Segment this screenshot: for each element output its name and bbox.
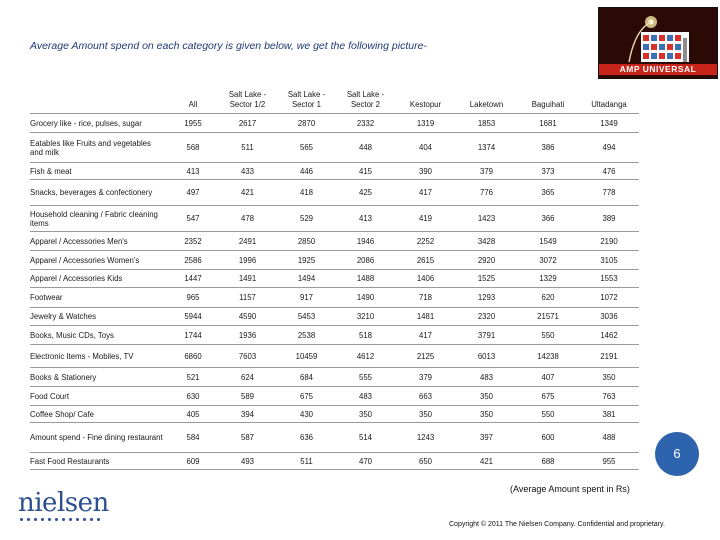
table-cell: 390 — [395, 163, 456, 180]
table-row — [30, 453, 639, 470]
table-cell: 2920 — [456, 251, 517, 270]
table-cell: 4590 — [218, 308, 277, 326]
table-cell: 418 — [277, 180, 336, 206]
column-header-label: Salt Lake - Sector 2 — [346, 90, 385, 109]
table-cell: 2332 — [336, 114, 395, 133]
row-label: Electronic Items - Mobiles, TV — [30, 345, 168, 368]
table-cell: 511 — [277, 453, 336, 470]
table-cell: 1925 — [277, 251, 336, 270]
table-cell: 394 — [218, 406, 277, 423]
column-header: Ultadanga — [591, 100, 627, 109]
table-cell: 5944 — [168, 308, 218, 326]
row-label: Household cleaning / Fabric cleaning items — [30, 206, 168, 232]
table-row — [30, 387, 639, 406]
nielsen-logo — [18, 490, 118, 521]
table-cell: 350 — [456, 387, 517, 406]
spend-table — [30, 84, 639, 470]
table-cell: 350 — [456, 406, 517, 423]
table-row — [30, 232, 639, 251]
table-cell: 421 — [218, 180, 277, 206]
table-cell: 433 — [218, 163, 277, 180]
row-label: Books, Music CDs, Toys — [30, 326, 168, 345]
table-cell: 379 — [456, 163, 517, 180]
table-cell: 1447 — [168, 270, 218, 288]
table-row — [30, 270, 639, 288]
table-cell: 386 — [517, 133, 579, 163]
table-row — [30, 133, 639, 163]
table-cell: 675 — [517, 387, 579, 406]
table-cell: 5453 — [277, 308, 336, 326]
table-cell: 584 — [168, 423, 218, 453]
table-cell: 494 — [579, 133, 639, 163]
table-cell: 555 — [336, 368, 395, 387]
nielsen-wordmark: nielsen — [18, 488, 109, 518]
table-cell: 1406 — [395, 270, 456, 288]
table-cell: 1525 — [456, 270, 517, 288]
header-corner — [30, 84, 168, 114]
table-cell: 483 — [336, 387, 395, 406]
row-label: Eatables like Fruits and vegetables and milk — [30, 133, 168, 163]
table-cell: 3210 — [336, 308, 395, 326]
table-cell: 7603 — [218, 345, 277, 368]
table-cell: 373 — [517, 163, 579, 180]
table-cell: 2538 — [277, 326, 336, 345]
row-label: Fish & meat — [30, 163, 168, 180]
table-cell: 350 — [395, 406, 456, 423]
table-cell: 763 — [579, 387, 639, 406]
copyright-text: Copyright © 2011 The Nielsen Company. Confidential and proprietary. — [449, 521, 665, 528]
nielsen-dots — [18, 518, 118, 521]
table-cell: 2190 — [579, 232, 639, 251]
table-cell: 650 — [395, 453, 456, 470]
table-row — [30, 288, 639, 308]
table-cell: 2086 — [336, 251, 395, 270]
row-label: Food Court — [30, 387, 168, 406]
table-row — [30, 180, 639, 206]
table-cell: 407 — [517, 368, 579, 387]
table-cell: 550 — [517, 406, 579, 423]
table-row — [30, 163, 639, 180]
row-label: Fast Food Restaurants — [30, 453, 168, 470]
table-cell: 425 — [336, 180, 395, 206]
column-header: All — [188, 100, 198, 109]
table-cell: 448 — [336, 133, 395, 163]
table-cell: 430 — [277, 406, 336, 423]
table-cell: 565 — [277, 133, 336, 163]
table-body — [30, 114, 639, 470]
table-cell: 1488 — [336, 270, 395, 288]
row-label: Jewelry & Watches — [30, 308, 168, 326]
table-row — [30, 251, 639, 270]
table-row — [30, 345, 639, 368]
table-cell: 1744 — [168, 326, 218, 345]
footnote: (Average Amount spent in Rs) — [510, 484, 630, 494]
table-cell: 476 — [579, 163, 639, 180]
table-cell: 3105 — [579, 251, 639, 270]
table-cell: 511 — [218, 133, 277, 163]
row-label: Coffee Shop/ Cafe — [30, 406, 168, 423]
table-cell: 1490 — [336, 288, 395, 308]
table-cell: 365 — [517, 180, 579, 206]
table-cell: 587 — [218, 423, 277, 453]
table-cell: 1243 — [395, 423, 456, 453]
row-label: Apparel / Accessories Men's — [30, 232, 168, 251]
table-row — [30, 114, 639, 133]
table-cell: 917 — [277, 288, 336, 308]
column-header — [336, 84, 395, 114]
table-cell: 609 — [168, 453, 218, 470]
table-cell: 14238 — [517, 345, 579, 368]
table-cell: 600 — [517, 423, 579, 453]
table-cell: 675 — [277, 387, 336, 406]
table-cell: 1549 — [517, 232, 579, 251]
table-cell: 2491 — [218, 232, 277, 251]
table-row — [30, 368, 639, 387]
table-cell: 684 — [277, 368, 336, 387]
table-header — [30, 84, 639, 114]
table-cell: 518 — [336, 326, 395, 345]
table-cell: 415 — [336, 163, 395, 180]
row-label: Apparel / Accessories Women's — [30, 251, 168, 270]
table-cell: 2125 — [395, 345, 456, 368]
amp-universal-logo — [598, 7, 718, 79]
table-row — [30, 423, 639, 453]
table-cell: 1553 — [579, 270, 639, 288]
table-cell: 413 — [168, 163, 218, 180]
table-cell: 568 — [168, 133, 218, 163]
column-header: Laketown — [469, 100, 504, 109]
table-cell: 350 — [579, 368, 639, 387]
table-cell: 1462 — [579, 326, 639, 345]
table-cell: 497 — [168, 180, 218, 206]
row-label: Grocery like - rice, pulses, sugar — [30, 114, 168, 133]
table-cell: 478 — [218, 206, 277, 232]
table-cell: 10459 — [277, 345, 336, 368]
table-cell: 404 — [395, 133, 456, 163]
table-cell: 688 — [517, 453, 579, 470]
table-cell: 488 — [579, 423, 639, 453]
table-cell: 1681 — [517, 114, 579, 133]
table-cell: 521 — [168, 368, 218, 387]
table-cell: 413 — [336, 206, 395, 232]
table-cell: 1293 — [456, 288, 517, 308]
table-cell: 1853 — [456, 114, 517, 133]
table-cell: 636 — [277, 423, 336, 453]
table-cell: 350 — [336, 406, 395, 423]
table-cell: 2191 — [579, 345, 639, 368]
table-cell: 2850 — [277, 232, 336, 251]
table-cell: 778 — [579, 180, 639, 206]
table-cell: 663 — [395, 387, 456, 406]
table-cell: 2586 — [168, 251, 218, 270]
row-label: Books & Stationery — [30, 368, 168, 387]
table-cell: 1491 — [218, 270, 277, 288]
table-cell: 624 — [218, 368, 277, 387]
table-cell: 589 — [218, 387, 277, 406]
table-cell: 1494 — [277, 270, 336, 288]
table-cell: 1946 — [336, 232, 395, 251]
row-label: Footwear — [30, 288, 168, 308]
table-cell: 1936 — [218, 326, 277, 345]
table-cell: 1374 — [456, 133, 517, 163]
table-cell: 630 — [168, 387, 218, 406]
table-cell: 3072 — [517, 251, 579, 270]
table-cell: 1349 — [579, 114, 639, 133]
table-cell: 1955 — [168, 114, 218, 133]
table-row — [30, 206, 639, 232]
table-cell: 419 — [395, 206, 456, 232]
table-cell: 4612 — [336, 345, 395, 368]
table-cell: 1423 — [456, 206, 517, 232]
column-header — [218, 84, 277, 114]
table-cell: 1072 — [579, 288, 639, 308]
column-header-label: Salt Lake - Sector 1 — [287, 90, 326, 109]
table-cell: 6860 — [168, 345, 218, 368]
table-cell: 547 — [168, 206, 218, 232]
table-cell: 955 — [579, 453, 639, 470]
table-cell: 3428 — [456, 232, 517, 251]
table-cell: 381 — [579, 406, 639, 423]
table-cell: 718 — [395, 288, 456, 308]
table-cell: 2870 — [277, 114, 336, 133]
table-cell: 2617 — [218, 114, 277, 133]
table-cell: 493 — [218, 453, 277, 470]
table-cell: 1157 — [218, 288, 277, 308]
intro-text: Average Amount spend on each category is given below, we get the following picture- — [30, 40, 427, 52]
table-cell: 446 — [277, 163, 336, 180]
table-cell: 421 — [456, 453, 517, 470]
logo-graphic — [599, 8, 717, 66]
table-cell: 417 — [395, 180, 456, 206]
table-cell: 1996 — [218, 251, 277, 270]
table-cell: 2252 — [395, 232, 456, 251]
table-cell: 3036 — [579, 308, 639, 326]
table-cell: 366 — [517, 206, 579, 232]
row-label: Amount spend - Fine dining restaurant — [30, 423, 168, 453]
table-cell: 397 — [456, 423, 517, 453]
table-cell: 776 — [456, 180, 517, 206]
table-cell: 1329 — [517, 270, 579, 288]
header-row — [30, 84, 639, 114]
column-header: Kestopur — [409, 100, 442, 109]
table-cell: 529 — [277, 206, 336, 232]
table-cell: 483 — [456, 368, 517, 387]
table-row — [30, 326, 639, 345]
table-cell: 21571 — [517, 308, 579, 326]
table-cell: 965 — [168, 288, 218, 308]
column-header — [277, 84, 336, 114]
page-number-badge: 6 — [655, 432, 699, 476]
column-header: Baguihati — [531, 100, 565, 109]
table-cell: 2352 — [168, 232, 218, 251]
table-cell: 1481 — [395, 308, 456, 326]
table-cell: 2615 — [395, 251, 456, 270]
table-cell: 620 — [517, 288, 579, 308]
table-cell: 389 — [579, 206, 639, 232]
table-cell: 6013 — [456, 345, 517, 368]
logo-caption: AMP UNIVERSAL — [599, 64, 717, 75]
table-cell: 470 — [336, 453, 395, 470]
row-label: Apparel / Accessories Kids — [30, 270, 168, 288]
table-cell: 405 — [168, 406, 218, 423]
row-label: Snacks, beverages & confectionery — [30, 180, 168, 206]
column-header-label: Salt Lake - Sector 1/2 — [228, 90, 267, 109]
table-cell: 3791 — [456, 326, 517, 345]
table-cell: 514 — [336, 423, 395, 453]
table-row — [30, 406, 639, 423]
table-cell: 550 — [517, 326, 579, 345]
table-cell: 417 — [395, 326, 456, 345]
table-cell: 379 — [395, 368, 456, 387]
table-row — [30, 308, 639, 326]
table-cell: 1319 — [395, 114, 456, 133]
table-cell: 2320 — [456, 308, 517, 326]
